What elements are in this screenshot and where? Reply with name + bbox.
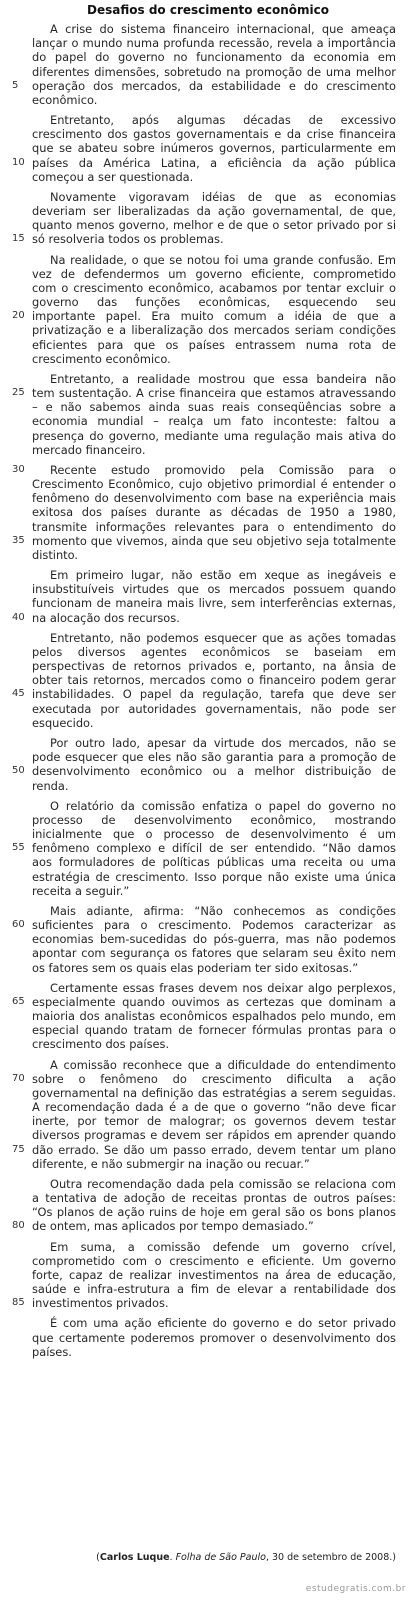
source-publication: Folha de São Paulo: [175, 1552, 266, 1563]
line-number: 75: [12, 1143, 25, 1155]
text-line: Recente estudo promovido pela Comissão para o: [50, 462, 396, 477]
text-line: forte, capaz de realizar investimentos na área de educação,: [32, 1267, 396, 1282]
text-line: tem sustentação. A crise financeira que estamos atravessando: [32, 386, 396, 401]
site-watermark: estudegratis.com.br: [305, 1584, 406, 1594]
source-sep: .: [169, 1552, 176, 1563]
text-line: renda.: [32, 778, 69, 793]
text-line: esquecido.: [32, 715, 94, 730]
text-line: presença do governo, mediante uma regulação mais ativa do: [32, 428, 396, 443]
line-number: 55: [12, 842, 25, 854]
text-line: receita a seguir.”: [32, 883, 130, 898]
text-line: diferentes dimensões, sobretudo na promoção de uma melhor: [32, 64, 396, 79]
source-citation: [96, 1552, 396, 1563]
text-line: distinto.: [32, 547, 79, 562]
text-line: economias bem-sucedidas do pós-guerra, mas não podemos: [32, 932, 396, 947]
source-author: Carlos Luque: [99, 1552, 170, 1563]
text-line: aos formuladores de políticas públicas uma receita ou uma: [32, 855, 396, 870]
text-line: “Os planos de ação ruins de hoje em geral são os bons planos: [32, 1205, 396, 1220]
text-line: A recomendação dada é a de que o governo “não deve ficar: [32, 1100, 396, 1115]
text-line: diversos programas e devem ser rápidos em aprender quando: [32, 1128, 396, 1143]
text-line: na alocação dos recursos.: [32, 610, 180, 625]
text-line: investimentos privados.: [32, 1296, 169, 1311]
line-number: 40: [12, 611, 25, 623]
text-line: só resolveria todos os problemas.: [32, 232, 224, 247]
line-number: 45: [12, 688, 25, 700]
text-line: – e não sabemos ainda suas reais conseqüências sobre a: [32, 400, 396, 415]
text-line: deveriam ser liberalizadas da ação governamental, de que,: [32, 204, 396, 219]
text-line: crescimento econômico.: [32, 351, 171, 366]
text-line: Em suma, a comissão defende um governo crível,: [50, 1239, 396, 1254]
text-line: Entretanto, não podemos esquecer que as ações tomadas: [50, 630, 396, 645]
text-line: dão errado. Se dão um passo errado, devem tentar um plano: [32, 1142, 396, 1157]
text-line: O relatório da comissão enfatiza o papel do governo no: [50, 798, 396, 813]
text-line: especial quando tratam de fornecer fórmulas prontas para o: [32, 1023, 396, 1038]
text-line: Entretanto, após algumas décadas de excessivo: [50, 113, 396, 128]
line-number: 35: [12, 534, 25, 546]
text-line: executada por autoridades governamentais, não pode ser: [32, 701, 396, 716]
line-number: 15: [12, 233, 25, 245]
text-line: que se abateu sobre inúmeros governos, particularmente em: [32, 141, 396, 156]
text-line: Em primeiro lugar, não estão em xeque as inegáveis e: [50, 568, 396, 583]
source-date: , 30 de setembro de 2008.): [265, 1552, 396, 1563]
text-line: crescimento dos países.: [32, 1037, 170, 1052]
text-line: eficientes para que os países entrassem numa rota de: [32, 337, 396, 352]
text-line: importante papel. Era muito comum a idéia de que a: [32, 309, 396, 324]
line-number: 20: [12, 310, 25, 322]
text-line: vez de defendermos um governo eficiente, comprometido: [32, 266, 396, 281]
text-line: crescimento dos gastos governamentais e da crise financeira: [32, 127, 396, 142]
article-title: Desafios do crescimento econômico: [87, 3, 329, 17]
text-line: sobre o fenômeno do crescimento dificulta a ação: [32, 1071, 396, 1086]
text-line: pode esquecer que eles não são garantia para a promoção de: [32, 750, 396, 765]
text-line: diferente, e não submergir na inação ou recuar.”: [32, 1156, 310, 1171]
text-line: Novamente vigoravam idéias de que as economias: [50, 189, 396, 204]
text-line: exitosa dos países durante as décadas de 1950 a 1980,: [32, 505, 396, 520]
line-number: 85: [12, 1297, 25, 1309]
text-line: inerte, por temor de malograr; os governos devem testar: [32, 1114, 396, 1129]
text-line: começou a ser questionada.: [32, 169, 194, 184]
text-line: de ontem, mas aplicados por tempo demasiado.”: [32, 1219, 314, 1234]
line-number: 65: [12, 995, 25, 1007]
text-line: Entretanto, a realidade mostrou que essa bandeira não: [50, 371, 396, 386]
text-line: Certamente essas frases devem nos deixar algo perplexos,: [50, 980, 396, 995]
text-line: funcionam de maneira mais livre, sem interferências externas,: [32, 596, 396, 611]
text-line: com o crescimento econômico, acabamos por tentar excluir o: [32, 280, 396, 295]
text-line: especialmente quando ouvimos as certezas que dominam a: [32, 994, 396, 1009]
text-line: países.: [32, 1344, 72, 1359]
text-line: governamental na definição das estratégias a serem seguidas.: [32, 1085, 396, 1100]
text-line: os fatores sem os quais elas poderiam ter sido exitosas.”: [32, 960, 359, 975]
text-line: do papel do governo no funcionamento da economia em: [32, 50, 396, 65]
text-line: Na realidade, o que se notou foi uma grande confusão. Em: [50, 252, 396, 267]
text-line: perspectivas de retornos privados e, portanto, na ânsia de: [32, 659, 396, 674]
text-line: desenvolvimento econômico ou a melhor distribuição de: [32, 764, 396, 779]
text-line: maioria dos analistas econômicos espalhados pelo mundo, em: [32, 1009, 396, 1024]
text-line: instabilidades. O papel da regulação, tarefa que deve ser: [32, 687, 396, 702]
text-line: suficientes para o crescimento. Podemos caracterizar as: [32, 918, 396, 933]
text-line: operação dos mercados, da estabilidade e do crescimento: [32, 78, 396, 93]
text-line: econômico.: [32, 92, 98, 107]
line-number: 50: [12, 765, 25, 777]
text-line: a tentativa de adoção de receitas prontas de outros países:: [32, 1191, 396, 1206]
text-line: Outra recomendação dada pela comissão se relaciona com: [50, 1176, 396, 1191]
line-number: 60: [12, 919, 25, 931]
text-line: que certamente poderemos promover o desenvolvimento dos: [32, 1330, 396, 1345]
text-line: lançar o mundo numa profunda recessão, revela a importância: [32, 36, 396, 51]
text-line: fenômeno do desenvolvimento com base na experiência mais: [32, 491, 396, 506]
line-number: 10: [12, 156, 25, 168]
source-open: (: [96, 1552, 100, 1563]
text-line: momento que vivemos, ainda que seu objetivo seja totalmente: [32, 533, 396, 548]
text-line: fenômeno complexo e difícil de ser entendido. “Não damos: [32, 841, 396, 856]
text-line: apontar com segurança os fatores que selaram seu êxito nem: [32, 946, 396, 961]
text-line: Mais adiante, afirma: “Não conhecemos as condições: [50, 903, 396, 918]
text-line: processo de desenvolvimento econômico, mostrando: [32, 812, 396, 827]
text-line: Crescimento Econômico, cujo objetivo primordial é entender o: [32, 477, 396, 492]
text-line: governo das funções econômicas, esquecendo seu: [32, 295, 396, 310]
text-line: estratégia de crescimento. Isso porque não existe uma única: [32, 869, 396, 884]
line-number: 5: [12, 79, 19, 91]
line-number: 70: [12, 1072, 25, 1084]
text-line: pelos diversos agentes econômicos se baseiam em: [32, 644, 396, 659]
text-line: inicialmente que o processo de desenvolvimento é um: [32, 827, 396, 841]
text-line: mercado financeiro.: [32, 442, 146, 457]
text-line: insubstituíveis virtudes que os mercados possuem quando: [32, 582, 396, 597]
text-line: economia mundial – realça um fato inconteste: faltou a: [32, 414, 396, 429]
text-line: comprometido com o crescimento e eficiente. Um governo: [32, 1253, 396, 1268]
text-line: A comissão reconhece que a dificuldade do entendimento: [50, 1057, 396, 1072]
line-number: 80: [12, 1220, 25, 1232]
text-line: A crise do sistema financeiro internacional, que ameaça: [50, 22, 396, 36]
text-line: É com uma ação eficiente do governo e do setor privado: [50, 1316, 396, 1331]
line-number: 30: [12, 463, 25, 475]
text-line: Por outro lado, apesar da virtude dos mercados, não se: [50, 735, 396, 750]
text-line: transmite informações relevantes para o entendimento do: [32, 519, 396, 534]
text-line: obter tais retornos, mercados como o financeiro podem gerar: [32, 673, 396, 688]
text-line: saúde e infra-estrutura a fim de elevar a rentabilidade dos: [32, 1282, 396, 1297]
text-line: países da América Latina, a eficiência da ação pública: [32, 155, 396, 170]
line-number: 25: [12, 387, 25, 399]
text-line: quanto menos governo, melhor e de que o setor privado por si: [32, 218, 396, 233]
text-line: privatização e a liberalização dos mercados seriam condições: [32, 323, 396, 338]
